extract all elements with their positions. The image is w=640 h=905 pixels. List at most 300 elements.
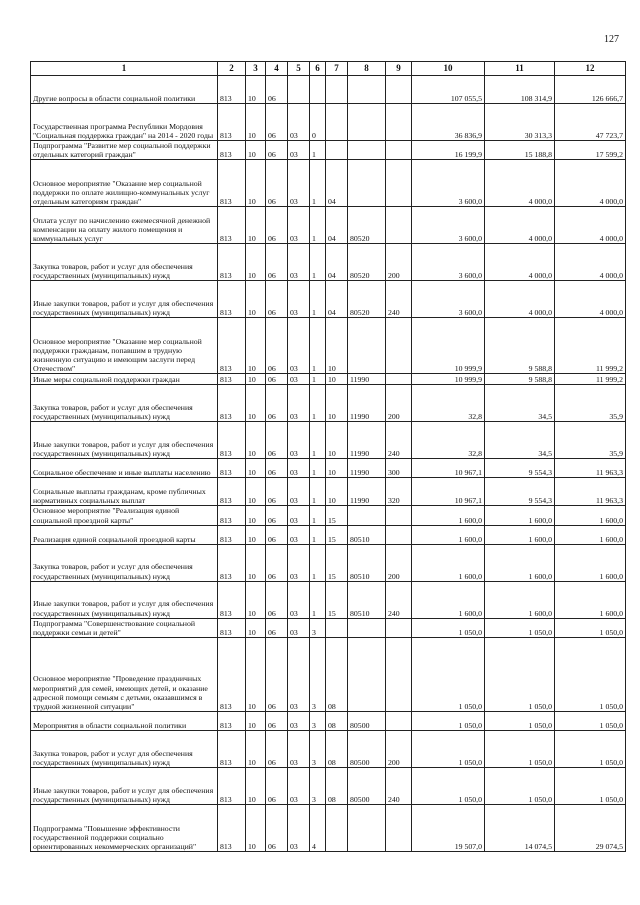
- subprogram-cell: 1: [310, 374, 326, 385]
- column-header-8: 8: [348, 62, 386, 76]
- subsection-cell: 06: [266, 768, 288, 805]
- column-header-11: 11: [485, 62, 555, 76]
- amount-year3-cell: 1 600,0: [555, 525, 626, 544]
- expense-type-cell: 200: [386, 544, 412, 581]
- program-cell: 03: [288, 478, 310, 506]
- amount-year1-cell: 32,8: [412, 422, 485, 459]
- program-cell: 03: [288, 318, 310, 374]
- measure-cell: 15: [326, 506, 348, 525]
- measure-cell: 04: [326, 244, 348, 281]
- table-row: [31, 805, 626, 852]
- table-row: [31, 581, 626, 618]
- section-cell: 10: [246, 506, 266, 525]
- row-name-cell: Иные закупки товаров, работ и услуг для обеспечения государственных (муниципальных) нужд: [31, 581, 218, 618]
- amount-year2-cell: 1 600,0: [485, 544, 555, 581]
- amount-year1-cell: 36 836,9: [412, 104, 485, 141]
- amount-year1-cell: 1 050,0: [412, 731, 485, 768]
- row-name-cell: Иные закупки товаров, работ и услуг для обеспечения государственных (муниципальных) нужд: [31, 768, 218, 805]
- program-cell: 03: [288, 618, 310, 637]
- amount-year3-cell: 1 050,0: [555, 618, 626, 637]
- table-row: [31, 207, 626, 244]
- subprogram-cell: [310, 76, 326, 104]
- row-name-cell: Основное мероприятие "Оказание мер социальной поддержки по оплате жилищно-коммунальных услуг отдельным категориям граждан": [31, 160, 218, 207]
- row-name-cell: Социальное обеспечение и иные выплаты населению: [31, 459, 218, 478]
- section-cell: 10: [246, 76, 266, 104]
- column-header-7: 7: [326, 62, 348, 76]
- ministry-code-cell: 813: [218, 244, 246, 281]
- row-name-cell: Иные закупки товаров, работ и услуг для обеспечения государственных (муниципальных) нужд: [31, 281, 218, 318]
- measure-cell: 15: [326, 525, 348, 544]
- expense-type-cell: [386, 506, 412, 525]
- measure-cell: 08: [326, 768, 348, 805]
- subsection-cell: 06: [266, 731, 288, 768]
- direction-cell: 80500: [348, 731, 386, 768]
- amount-year3-cell: 1 600,0: [555, 544, 626, 581]
- table-row: [31, 506, 626, 525]
- subsection-cell: 06: [266, 141, 288, 160]
- expense-type-cell: [386, 160, 412, 207]
- amount-year3-cell: 1 600,0: [555, 581, 626, 618]
- ministry-code-cell: 813: [218, 581, 246, 618]
- amount-year1-cell: 10 967,1: [412, 478, 485, 506]
- row-name-cell: Основное мероприятие "Проведение праздничных мероприятий для семей, имеющих детей, и оказание адресной помощи семьям с детьми, оказавшимся в трудной жизненной ситуации": [31, 638, 218, 712]
- measure-cell: 04: [326, 281, 348, 318]
- program-cell: 03: [288, 207, 310, 244]
- subsection-cell: 06: [266, 281, 288, 318]
- header-row: [31, 62, 626, 76]
- measure-cell: 04: [326, 207, 348, 244]
- amount-year1-cell: 1 600,0: [412, 544, 485, 581]
- expense-type-cell: 240: [386, 422, 412, 459]
- direction-cell: 11990: [348, 422, 386, 459]
- column-header-10: 10: [412, 62, 485, 76]
- row-name-cell: Мероприятия в области социальной политики: [31, 712, 218, 731]
- ministry-code-cell: 813: [218, 141, 246, 160]
- section-cell: 10: [246, 768, 266, 805]
- row-name-cell: Государственная программа Республики Мордовия "Социальная поддержка граждан" на 2014 - 2020 годы: [31, 104, 218, 141]
- amount-year1-cell: 16 199,9: [412, 141, 485, 160]
- amount-year3-cell: 47 723,7: [555, 104, 626, 141]
- program-cell: 03: [288, 581, 310, 618]
- amount-year1-cell: 3 600,0: [412, 281, 485, 318]
- subprogram-cell: 0: [310, 104, 326, 141]
- subsection-cell: 06: [266, 244, 288, 281]
- amount-year1-cell: 3 600,0: [412, 160, 485, 207]
- expense-type-cell: [386, 638, 412, 712]
- direction-cell: [348, 318, 386, 374]
- expense-type-cell: 320: [386, 478, 412, 506]
- subprogram-cell: 3: [310, 712, 326, 731]
- program-cell: 03: [288, 712, 310, 731]
- section-cell: 10: [246, 712, 266, 731]
- direction-cell: [348, 104, 386, 141]
- program-cell: 03: [288, 281, 310, 318]
- ministry-code-cell: 813: [218, 207, 246, 244]
- ministry-code-cell: 813: [218, 712, 246, 731]
- ministry-code-cell: 813: [218, 478, 246, 506]
- amount-year2-cell: 4 000,0: [485, 244, 555, 281]
- measure-cell: 10: [326, 422, 348, 459]
- section-cell: 10: [246, 638, 266, 712]
- table-body: [31, 76, 626, 852]
- direction-cell: 11990: [348, 459, 386, 478]
- section-cell: 10: [246, 805, 266, 852]
- direction-cell: 80510: [348, 525, 386, 544]
- row-name-cell: Подпрограмма "Развитие мер социальной поддержки отдельных категорий граждан": [31, 141, 218, 160]
- program-cell: 03: [288, 525, 310, 544]
- measure-cell: 08: [326, 731, 348, 768]
- subsection-cell: 06: [266, 805, 288, 852]
- section-cell: 10: [246, 374, 266, 385]
- expense-type-cell: [386, 374, 412, 385]
- program-cell: [288, 76, 310, 104]
- expense-type-cell: [386, 618, 412, 637]
- table-row: [31, 544, 626, 581]
- amount-year2-cell: 9 588,8: [485, 374, 555, 385]
- amount-year2-cell: 108 314,9: [485, 76, 555, 104]
- amount-year1-cell: 1 600,0: [412, 525, 485, 544]
- direction-cell: 80510: [348, 544, 386, 581]
- table-row: [31, 281, 626, 318]
- measure-cell: 08: [326, 638, 348, 712]
- expense-type-cell: [386, 76, 412, 104]
- subprogram-cell: 3: [310, 731, 326, 768]
- amount-year1-cell: 1 050,0: [412, 768, 485, 805]
- section-cell: 10: [246, 281, 266, 318]
- program-cell: 03: [288, 422, 310, 459]
- subsection-cell: 06: [266, 374, 288, 385]
- subprogram-cell: 1: [310, 422, 326, 459]
- amount-year2-cell: 1 600,0: [485, 506, 555, 525]
- section-cell: 10: [246, 385, 266, 422]
- column-header-9: 9: [386, 62, 412, 76]
- ministry-code-cell: 813: [218, 805, 246, 852]
- direction-cell: 80510: [348, 581, 386, 618]
- ministry-code-cell: 813: [218, 76, 246, 104]
- program-cell: 03: [288, 544, 310, 581]
- subsection-cell: 06: [266, 385, 288, 422]
- column-header-3: 3: [246, 62, 266, 76]
- subprogram-cell: 1: [310, 244, 326, 281]
- subsection-cell: 06: [266, 544, 288, 581]
- measure-cell: 04: [326, 160, 348, 207]
- ministry-code-cell: 813: [218, 731, 246, 768]
- direction-cell: [348, 638, 386, 712]
- program-cell: 03: [288, 768, 310, 805]
- row-name-cell: Подпрограмма "Повышение эффективности государственной поддержки социально ориентированных некоммерческих организаций": [31, 805, 218, 852]
- measure-cell: [326, 76, 348, 104]
- budget-table: [30, 61, 626, 852]
- subprogram-cell: 1: [310, 506, 326, 525]
- amount-year3-cell: 17 599,2: [555, 141, 626, 160]
- program-cell: 03: [288, 385, 310, 422]
- section-cell: 10: [246, 160, 266, 207]
- direction-cell: 11990: [348, 385, 386, 422]
- amount-year1-cell: 32,8: [412, 385, 485, 422]
- amount-year2-cell: 1 600,0: [485, 525, 555, 544]
- subsection-cell: 06: [266, 525, 288, 544]
- measure-cell: 10: [326, 459, 348, 478]
- direction-cell: 80500: [348, 768, 386, 805]
- table-row: [31, 244, 626, 281]
- table-row: [31, 104, 626, 141]
- table-row: [31, 318, 626, 374]
- row-name-cell: Реализация единой социальной проездной карты: [31, 525, 218, 544]
- amount-year3-cell: 35,9: [555, 385, 626, 422]
- expense-type-cell: [386, 141, 412, 160]
- subprogram-cell: 3: [310, 638, 326, 712]
- amount-year1-cell: 1 600,0: [412, 506, 485, 525]
- table-row: [31, 525, 626, 544]
- amount-year1-cell: 3 600,0: [412, 207, 485, 244]
- subsection-cell: 06: [266, 712, 288, 731]
- amount-year2-cell: 9 554,3: [485, 459, 555, 478]
- subsection-cell: 06: [266, 478, 288, 506]
- table-row: [31, 76, 626, 104]
- row-name-cell: Закупка товаров, работ и услуг для обеспечения государственных (муниципальных) нужд: [31, 385, 218, 422]
- measure-cell: 08: [326, 712, 348, 731]
- expense-type-cell: 200: [386, 731, 412, 768]
- amount-year1-cell: 3 600,0: [412, 244, 485, 281]
- ministry-code-cell: 813: [218, 385, 246, 422]
- amount-year1-cell: 10 999,9: [412, 374, 485, 385]
- subsection-cell: 06: [266, 76, 288, 104]
- subprogram-cell: 3: [310, 618, 326, 637]
- row-name-cell: Закупка товаров, работ и услуг для обеспечения государственных (муниципальных) нужд: [31, 731, 218, 768]
- program-cell: 03: [288, 459, 310, 478]
- subprogram-cell: 1: [310, 459, 326, 478]
- ministry-code-cell: 813: [218, 544, 246, 581]
- amount-year3-cell: 1 050,0: [555, 638, 626, 712]
- amount-year2-cell: 9 588,8: [485, 318, 555, 374]
- program-cell: 03: [288, 244, 310, 281]
- row-name-cell: Основное мероприятие "Реализация единой социальной проездной карты": [31, 506, 218, 525]
- row-name-cell: Другие вопросы в области социальной политики: [31, 76, 218, 104]
- program-cell: 03: [288, 638, 310, 712]
- amount-year2-cell: 34,5: [485, 385, 555, 422]
- row-name-cell: Основное мероприятие "Оказание мер социальной поддержки гражданам, попавшим в трудную жизненную ситуацию и имеющим заслуги перед Отечеством": [31, 318, 218, 374]
- direction-cell: 80520: [348, 281, 386, 318]
- amount-year3-cell: 4 000,0: [555, 244, 626, 281]
- section-cell: 10: [246, 207, 266, 244]
- measure-cell: 10: [326, 385, 348, 422]
- amount-year2-cell: 1 050,0: [485, 638, 555, 712]
- subprogram-cell: 1: [310, 581, 326, 618]
- amount-year2-cell: 9 554,3: [485, 478, 555, 506]
- measure-cell: [326, 104, 348, 141]
- section-cell: 10: [246, 422, 266, 459]
- table-row: [31, 385, 626, 422]
- amount-year2-cell: 1 050,0: [485, 768, 555, 805]
- column-header-12: 12: [555, 62, 626, 76]
- direction-cell: [348, 141, 386, 160]
- ministry-code-cell: 813: [218, 768, 246, 805]
- table-row: [31, 712, 626, 731]
- subsection-cell: 06: [266, 638, 288, 712]
- program-cell: 03: [288, 141, 310, 160]
- section-cell: 10: [246, 104, 266, 141]
- row-name-cell: Иные меры социальной поддержки граждан: [31, 374, 218, 385]
- amount-year1-cell: 10 999,9: [412, 318, 485, 374]
- expense-type-cell: 300: [386, 459, 412, 478]
- expense-type-cell: 240: [386, 581, 412, 618]
- column-header-2: 2: [218, 62, 246, 76]
- amount-year3-cell: 1 050,0: [555, 712, 626, 731]
- subprogram-cell: 1: [310, 318, 326, 374]
- table-row: [31, 374, 626, 385]
- table-row: [31, 459, 626, 478]
- ministry-code-cell: 813: [218, 422, 246, 459]
- row-name-cell: Социальные выплаты гражданам, кроме публичных нормативных социальных выплат: [31, 478, 218, 506]
- subsection-cell: 06: [266, 581, 288, 618]
- direction-cell: 80520: [348, 207, 386, 244]
- subprogram-cell: 1: [310, 160, 326, 207]
- subsection-cell: 06: [266, 506, 288, 525]
- measure-cell: [326, 805, 348, 852]
- section-cell: 10: [246, 581, 266, 618]
- expense-type-cell: [386, 525, 412, 544]
- amount-year2-cell: 30 313,3: [485, 104, 555, 141]
- program-cell: 03: [288, 160, 310, 207]
- subsection-cell: 06: [266, 459, 288, 478]
- ministry-code-cell: 813: [218, 459, 246, 478]
- ministry-code-cell: 813: [218, 618, 246, 637]
- amount-year1-cell: 107 055,5: [412, 76, 485, 104]
- expense-type-cell: 200: [386, 385, 412, 422]
- program-cell: 03: [288, 805, 310, 852]
- page-number: 127: [604, 34, 619, 45]
- subprogram-cell: 1: [310, 544, 326, 581]
- section-cell: 10: [246, 478, 266, 506]
- amount-year3-cell: 11 999,2: [555, 318, 626, 374]
- column-header-5: 5: [288, 62, 310, 76]
- amount-year2-cell: 1 600,0: [485, 581, 555, 618]
- direction-cell: 11990: [348, 374, 386, 385]
- measure-cell: [326, 141, 348, 160]
- section-cell: 10: [246, 544, 266, 581]
- amount-year3-cell: 1 050,0: [555, 731, 626, 768]
- expense-type-cell: 240: [386, 281, 412, 318]
- ministry-code-cell: 813: [218, 104, 246, 141]
- direction-cell: 80520: [348, 244, 386, 281]
- program-cell: 03: [288, 731, 310, 768]
- measure-cell: 10: [326, 478, 348, 506]
- measure-cell: 15: [326, 544, 348, 581]
- table-row: [31, 731, 626, 768]
- subsection-cell: 06: [266, 318, 288, 374]
- section-cell: 10: [246, 459, 266, 478]
- table-row: [31, 141, 626, 160]
- amount-year3-cell: 11 963,3: [555, 478, 626, 506]
- section-cell: 10: [246, 525, 266, 544]
- amount-year1-cell: 1 050,0: [412, 618, 485, 637]
- subsection-cell: 06: [266, 207, 288, 244]
- table-row: [31, 422, 626, 459]
- measure-cell: 10: [326, 374, 348, 385]
- subprogram-cell: 1: [310, 385, 326, 422]
- amount-year2-cell: 1 050,0: [485, 712, 555, 731]
- measure-cell: 15: [326, 581, 348, 618]
- program-cell: 03: [288, 104, 310, 141]
- table-row: [31, 478, 626, 506]
- amount-year3-cell: 4 000,0: [555, 281, 626, 318]
- row-name-cell: Закупка товаров, работ и услуг для обеспечения государственных (муниципальных) нужд: [31, 244, 218, 281]
- subsection-cell: 06: [266, 160, 288, 207]
- direction-cell: [348, 618, 386, 637]
- program-cell: 03: [288, 374, 310, 385]
- direction-cell: [348, 506, 386, 525]
- amount-year2-cell: 1 050,0: [485, 618, 555, 637]
- ministry-code-cell: 813: [218, 638, 246, 712]
- table-row: [31, 618, 626, 637]
- amount-year3-cell: 11 999,2: [555, 374, 626, 385]
- expense-type-cell: [386, 318, 412, 374]
- amount-year2-cell: 14 074,5: [485, 805, 555, 852]
- column-header-4: 4: [266, 62, 288, 76]
- direction-cell: [348, 805, 386, 852]
- subprogram-cell: 1: [310, 478, 326, 506]
- amount-year1-cell: 1 050,0: [412, 712, 485, 731]
- section-cell: 10: [246, 318, 266, 374]
- amount-year2-cell: 1 050,0: [485, 731, 555, 768]
- subprogram-cell: 1: [310, 525, 326, 544]
- amount-year2-cell: 4 000,0: [485, 281, 555, 318]
- subsection-cell: 06: [266, 618, 288, 637]
- table-header: [31, 62, 626, 76]
- direction-cell: 80500: [348, 712, 386, 731]
- measure-cell: 10: [326, 318, 348, 374]
- subprogram-cell: 4: [310, 805, 326, 852]
- column-header-1: 1: [31, 62, 218, 76]
- expense-type-cell: [386, 712, 412, 731]
- amount-year3-cell: 126 666,7: [555, 76, 626, 104]
- table-row: [31, 638, 626, 712]
- amount-year3-cell: 11 963,3: [555, 459, 626, 478]
- subprogram-cell: 3: [310, 768, 326, 805]
- amount-year2-cell: 34,5: [485, 422, 555, 459]
- measure-cell: [326, 618, 348, 637]
- subprogram-cell: 1: [310, 281, 326, 318]
- section-cell: 10: [246, 244, 266, 281]
- ministry-code-cell: 813: [218, 318, 246, 374]
- expense-type-cell: [386, 207, 412, 244]
- direction-cell: 11990: [348, 478, 386, 506]
- section-cell: 10: [246, 618, 266, 637]
- ministry-code-cell: 813: [218, 506, 246, 525]
- amount-year2-cell: 15 188,8: [485, 141, 555, 160]
- amount-year3-cell: 1 050,0: [555, 768, 626, 805]
- amount-year3-cell: 35,9: [555, 422, 626, 459]
- expense-type-cell: [386, 805, 412, 852]
- row-name-cell: Оплата услуг по начислению ежемесячной денежной компенсации на оплату жилого помещения и коммунальных услуг: [31, 207, 218, 244]
- ministry-code-cell: 813: [218, 374, 246, 385]
- amount-year3-cell: 4 000,0: [555, 207, 626, 244]
- subprogram-cell: 1: [310, 207, 326, 244]
- amount-year3-cell: 4 000,0: [555, 160, 626, 207]
- amount-year1-cell: 1 050,0: [412, 638, 485, 712]
- table-row: [31, 768, 626, 805]
- direction-cell: [348, 160, 386, 207]
- row-name-cell: Иные закупки товаров, работ и услуг для обеспечения государственных (муниципальных) нужд: [31, 422, 218, 459]
- expense-type-cell: 240: [386, 768, 412, 805]
- section-cell: 10: [246, 141, 266, 160]
- program-cell: 03: [288, 506, 310, 525]
- amount-year1-cell: 10 967,1: [412, 459, 485, 478]
- amount-year1-cell: 1 600,0: [412, 581, 485, 618]
- ministry-code-cell: 813: [218, 281, 246, 318]
- subsection-cell: 06: [266, 422, 288, 459]
- row-name-cell: Подпрограмма "Совершенствование социальной поддержки семьи и детей": [31, 618, 218, 637]
